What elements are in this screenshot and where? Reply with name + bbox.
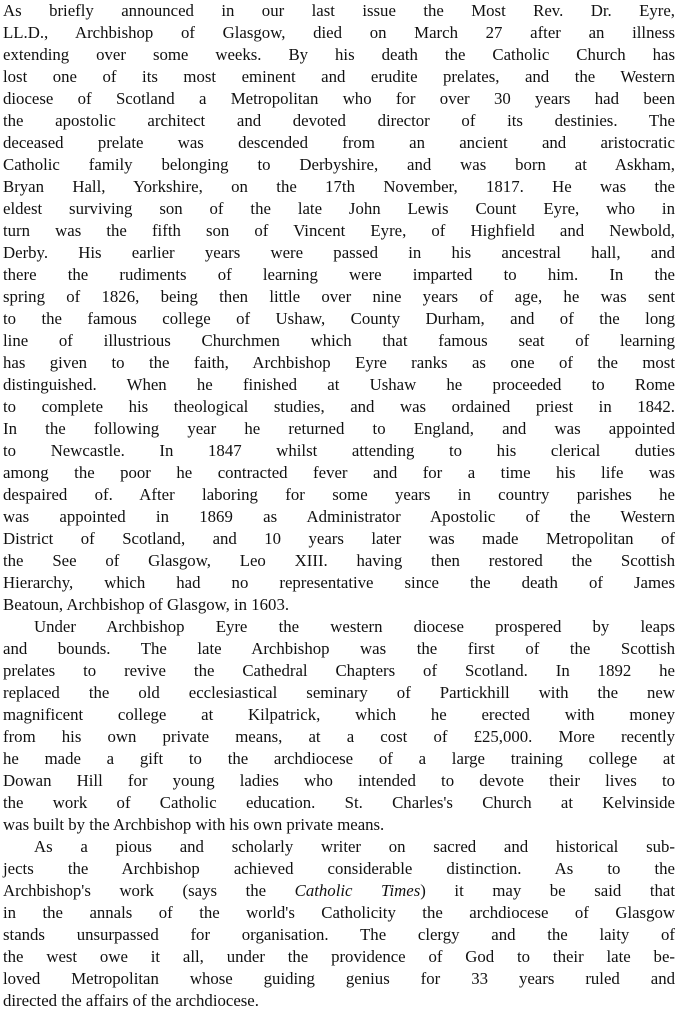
text-line: eldest surviving son of the late John Lewis Count Eyre, who in <box>3 199 675 218</box>
text-line: to the famous college of Ushaw, County Durham, and of the long <box>3 309 675 328</box>
text-line: the apostolic architect and devoted director of its destinies. The <box>3 111 675 130</box>
text-line: the See of Glasgow, Leo XIII. having then restored the Scottish <box>3 551 675 570</box>
text-line: LL.D., Archbishop of Glasgow, died on March 27 after an illness <box>3 23 675 42</box>
text-line: line of illustrious Churchmen which that famous seat of learning <box>3 331 675 350</box>
text-line: Bryan Hall, Yorkshire, on the 17th November, 1817. He was the <box>3 177 675 196</box>
text-line: Catholic family belonging to Derbyshire, and was born at Askham, <box>3 155 675 174</box>
text-line: As briefly announced in our last issue the Most Rev. Dr. Eyre, <box>3 1 675 20</box>
text-line: the west owe it all, under the providence of God to their late be- <box>3 947 675 966</box>
text-line: turn was the fifth son of Vincent Eyre, of Highfield and Newbold, <box>3 221 675 240</box>
text-segment: Archbishop's work (says the <box>3 881 295 900</box>
text-line: loved Metropolitan whose guiding genius for 33 years ruled and <box>3 969 675 988</box>
text-segment: ) it may be said that <box>420 881 675 900</box>
text-line: among the poor he contracted fever and for a time his life was <box>3 463 675 482</box>
text-line: has given to the faith, Archbishop Eyre ranks as one of the most <box>3 353 675 372</box>
text-line: District of Scotland, and 10 years later was made Metropolitan of <box>3 529 675 548</box>
text-line: jects the Archbishop achieved considerable distinction. As to the <box>3 859 675 878</box>
text-line: in the annals of the world's Catholicity the archdiocese of Glasgow <box>3 903 675 922</box>
text-line: spring of 1826, being then little over nine years of age, he was sent <box>3 287 675 306</box>
text-line: prelates to revive the Cathedral Chapters of Scotland. In 1892 he <box>3 661 675 680</box>
text-line: distinguished. When he finished at Ushaw he proceeded to Rome <box>3 375 675 394</box>
text-line: extending over some weeks. By his death the Catholic Church has <box>3 45 675 64</box>
text-line: Derby. His earlier years were passed in his ancestral hall, and <box>3 243 675 262</box>
text-line: deceased prelate was descended from an ancient and aristocratic <box>3 133 675 152</box>
text-line: there the rudiments of learning were imparted to him. In the <box>3 265 675 284</box>
text-line: from his own private means, at a cost of £25,000. More recently <box>3 727 675 746</box>
text-line: stands unsurpassed for organisation. The clergy and the laity of <box>3 925 675 944</box>
text-line: was built by the Archbishop with his own private means. <box>3 815 385 834</box>
text-line: lost one of its most eminent and erudite prelates, and the Western <box>3 67 675 86</box>
text-line: to complete his theological studies, and was ordained priest in 1842. <box>3 397 675 416</box>
text-line: replaced the old ecclesiastical seminary of Partickhill with the new <box>3 683 675 702</box>
text-line <box>3 880 675 902</box>
text-line: despaired of. After laboring for some years in country parishes he <box>3 485 675 504</box>
text-line: was appointed in 1869 as Administrator Apostolic of the Western <box>3 507 675 526</box>
text-line: As a pious and scholarly writer on sacred and historical sub- <box>34 837 675 856</box>
text-line: and bounds. The late Archbishop was the first of the Scottish <box>3 639 675 658</box>
text-line: diocese of Scotland a Metropolitan who for over 30 years had been <box>3 89 675 108</box>
text-line: he made a gift to the archdiocese of a large training college at <box>3 749 675 768</box>
text-line: Dowan Hill for young ladies who intended to devote their lives to <box>3 771 675 790</box>
text-line: magnificent college at Kilpatrick, which he erected with money <box>3 705 675 724</box>
text-line: the work of Catholic education. St. Charles's Church at Kelvinside <box>3 793 675 812</box>
newspaper-title: Catholic Times <box>294 881 421 900</box>
text-line: Under Archbishop Eyre the western diocese prospered by leaps <box>34 617 675 636</box>
text-line: to Newcastle. In 1847 whilst attending to his clerical duties <box>3 441 675 460</box>
text-line: Hierarchy, which had no representative since the death of James <box>3 573 675 592</box>
text-line: In the following year he returned to England, and was appointed <box>3 419 675 438</box>
text-line: Beatoun, Archbishop of Glasgow, in 1603. <box>3 595 290 614</box>
text-line: directed the affairs of the archdiocese. <box>3 991 259 1010</box>
